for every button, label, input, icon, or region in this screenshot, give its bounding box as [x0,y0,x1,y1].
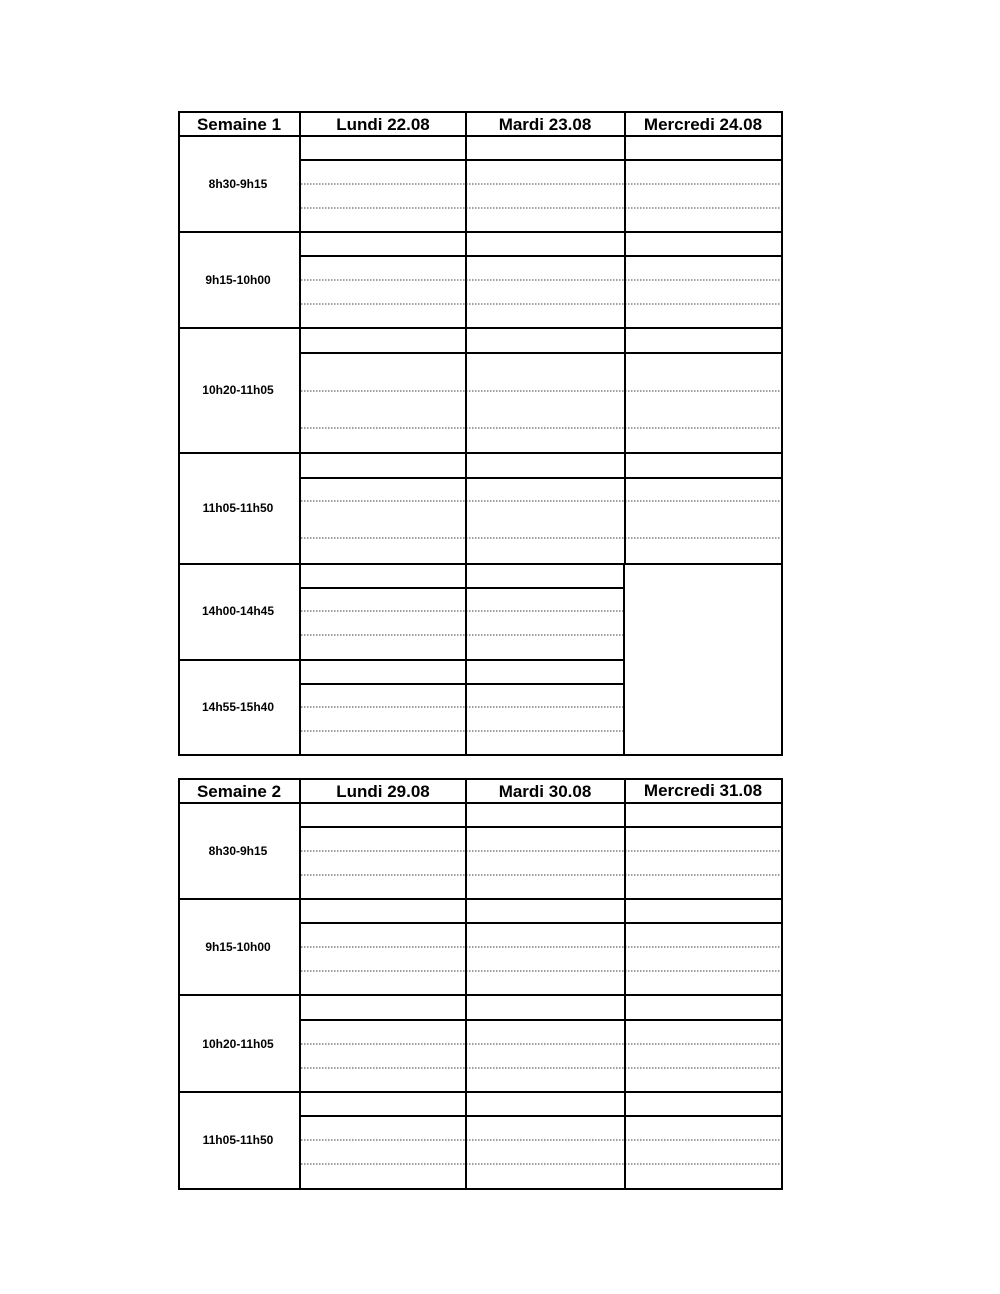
week2-schedule-table [178,778,784,1190]
week1-slot-label: 11h05-11h50 [202,501,274,515]
week2-slot-label: 9h15-10h00 [205,940,271,954]
week2-header-week: Semaine 2 [196,782,282,801]
week1-header-week: Semaine 1 [196,115,282,134]
week1-slot-label: 8h30-9h15 [208,177,268,191]
week2-header-monday: Lundi 29.08 [336,782,430,801]
week1-header-tuesday: Mardi 23.08 [498,115,592,134]
week1-slot-label: 9h15-10h00 [205,273,271,287]
week1-header-monday: Lundi 22.08 [336,115,430,134]
week2-grid-lines [178,778,784,1191]
week1-slot-label: 10h20-11h05 [202,383,274,397]
week2-header-tuesday: Mardi 30.08 [498,782,592,801]
week2-slot-label: 10h20-11h05 [202,1037,274,1051]
week1-schedule-table [178,111,784,756]
week2-slot-label: 11h05-11h50 [202,1133,274,1147]
week1-slot-label: 14h00-14h45 [201,604,275,618]
week1-slot-label: 14h55-15h40 [201,700,275,714]
week1-header-wednesday: Mercredi 24.08 [643,115,763,134]
week2-slot-label: 8h30-9h15 [208,844,268,858]
week2-header-wednesday: Mercredi 31.08 [643,781,763,800]
week1-grid-lines [178,111,784,757]
